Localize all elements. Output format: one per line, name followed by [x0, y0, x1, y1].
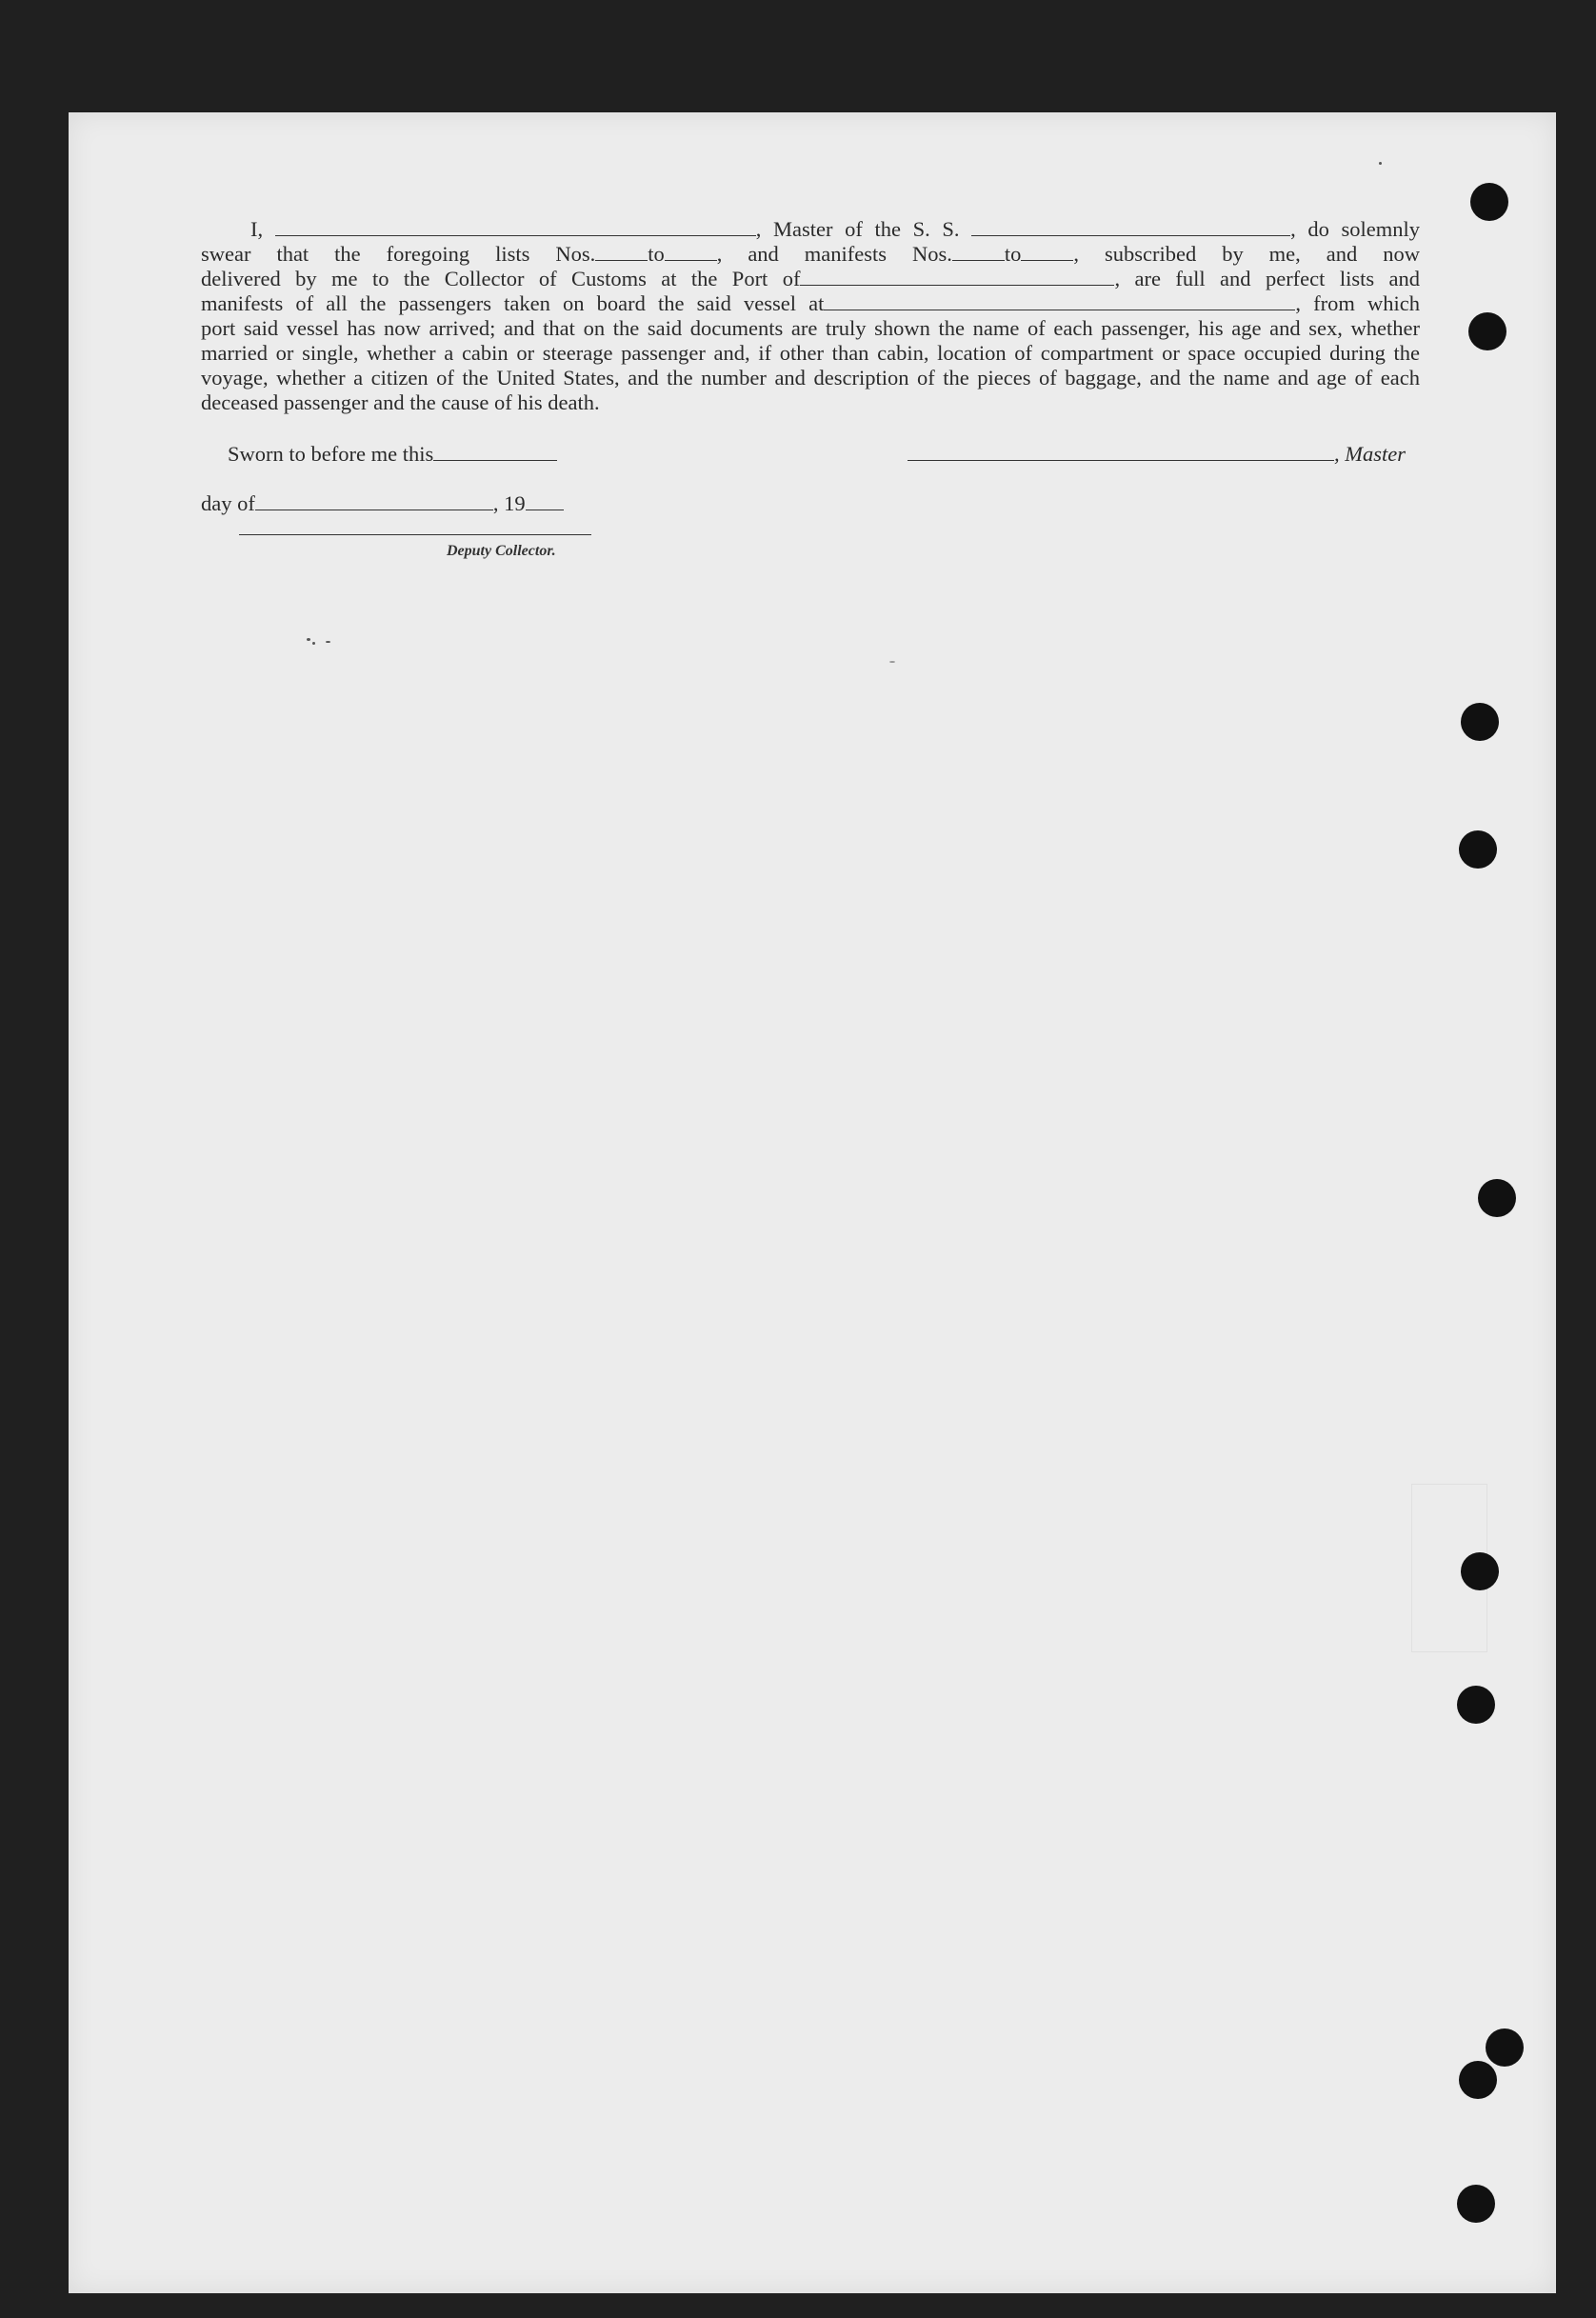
lists-to-blank — [665, 243, 717, 261]
subscribed-label: , subscribed by me, and now — [1073, 242, 1420, 266]
sworn-row — [201, 442, 557, 467]
year-blank — [526, 492, 564, 510]
oath-line-2 — [201, 242, 1420, 267]
oath-body-text: port said vessel has now arrived; and that on the said documents are truly shown the name of each passenger, his age and sex, whether married or single, whether a cabin or steerage passenger and, if other than cabin, location of compartment or space occupied during the voyage, whether a citizen of the United States, and the number and description of the pieces of baggage, and the name and age of each deceased passenger and the cause of his death. — [201, 316, 1420, 414]
oath-line-1 — [201, 217, 1420, 242]
masters-oath — [201, 217, 1420, 415]
punch-hole-8 — [1486, 2028, 1524, 2067]
punch-hole-5 — [1478, 1179, 1516, 1217]
master-of-label: , Master of the S. S. — [755, 217, 960, 241]
are-full-label: , are full and perfect lists and — [1114, 267, 1420, 290]
punch-hole-4 — [1459, 830, 1497, 869]
punch-hole-6 — [1461, 1552, 1499, 1590]
to-label-1: to — [648, 242, 665, 266]
master-signature-row — [908, 442, 1406, 467]
day-of-label: day of — [201, 491, 255, 515]
port-blank — [800, 268, 1114, 286]
manifests-from-blank — [952, 243, 1005, 261]
month-blank — [255, 492, 493, 510]
from-which-label: , from which — [1295, 291, 1420, 315]
lists-from-blank — [595, 243, 648, 261]
manifests-to-blank — [1021, 243, 1073, 261]
year-label: , 19 — [492, 491, 526, 515]
punch-hole-10 — [1457, 2185, 1495, 2223]
punch-hole-9 — [1459, 2061, 1497, 2099]
do-solemnly-label: , do solemnly — [1290, 217, 1420, 241]
to-label-2: to — [1004, 242, 1022, 266]
punch-hole-7 — [1457, 1686, 1495, 1724]
punch-hole-3 — [1461, 703, 1499, 741]
embarkation-port-blank — [824, 292, 1295, 310]
master-label: , Master — [1334, 442, 1406, 466]
punch-hole-2 — [1468, 312, 1506, 350]
ship-name-blank — [971, 218, 1290, 236]
sworn-label: Sworn to before me this — [228, 442, 434, 466]
sworn-day-blank — [433, 443, 557, 461]
delivered-label: delivered by me to the Collector of Customs at the Port of — [201, 267, 801, 290]
master-signature-blank — [908, 443, 1334, 461]
day-of-row — [201, 491, 564, 516]
oath-line-4 — [201, 291, 1420, 316]
punch-hole-1 — [1470, 183, 1508, 221]
and-manifests-label: , and manifests Nos. — [716, 242, 952, 266]
swear-label: swear that the foregoing lists Nos. — [201, 242, 596, 266]
oath-i: I, — [250, 217, 264, 241]
deputy-signature-line — [239, 534, 591, 535]
manifest-back-page — [69, 112, 1556, 2293]
deputy-collector-label: Deputy Collector. — [447, 543, 556, 559]
master-name-blank — [275, 218, 756, 236]
manifests-label: manifests of all the passengers taken on board the said vessel at — [201, 291, 825, 315]
oath-line-3 — [201, 267, 1420, 291]
